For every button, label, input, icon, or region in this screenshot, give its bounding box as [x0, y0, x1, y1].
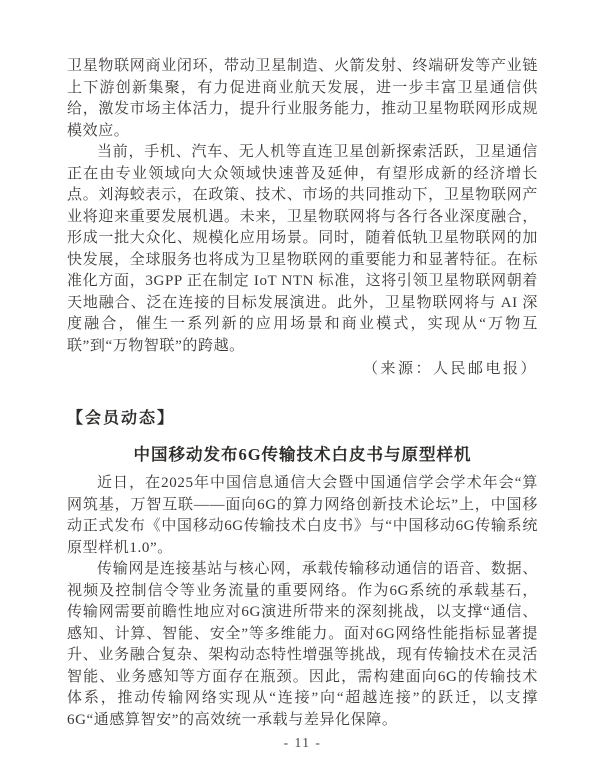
- article-title-6g-whitepaper: 中国移动发布6G传输技术白皮书与原型样机: [133, 445, 472, 464]
- page-footer: [67, 735, 538, 751]
- paragraph-6g-transport-network: 传输网是连接基站与核心网，承载传输移动通信的语音、数据、视频及控制信令等业务流量的重要网络。作为6G系统的承载基石，传输网需要前瞻性地应对6G演进所带来的深刻挑战，以支撑“通信、感知、计算、智能、安全”等多维能力。面对6G网络性能指标显著提升、业务融合复杂、架构动态特性增强等挑战，现有传输技术在灵活智能、业务感知等方面存在瓶颈。因此，需构建面向6G的传输技术体系，推动传输网络实现从“连接”向“超越连接”的跃迁，以支撑6G“通感算智安”的高效统一承载与差异化保障。: [67, 561, 538, 728]
- article-satellite-iot: [67, 56, 538, 380]
- paragraph-6g-release: 近日，在2025年中国信息通信大会暨中国通信学会学术年会“算网筑基，万智互联——面向6G的算力网络创新技术论坛”上，中国移动正式发布《中国移动6G传输技术白皮书》与“中国移动6G传输系统原型样机1.0”。: [67, 475, 538, 556]
- member-news-section: [67, 405, 538, 731]
- section-header-member-news: 【会员动态】: [67, 410, 176, 427]
- paragraph-satellite-outlook: 当前，手机、汽车、无人机等直连卫星创新探索活跃，卫星通信正在由专业领域向大众领域快速普及延伸，有望形成新的经济增长点。刘海蛟表示，在政策、技术、市场的共同推动下，卫星物联网产业将迎来重要发展机遇。未来，卫星物联网将与各行各业深度融合，形成一批大众化、规模化应用场景。同时，随着低轨卫星物联网的加快发展，全球服务也将成为卫星物联网的重要能力和显著特征。在标准化方面，3GPP 正在制定 IoT NTN 标准，这将引领卫星物联网朝着天地融合、泛在连接的目标发展演进。此外，卫星物联网将与 AI 深度融合，催生一系列新的应用场景和商业模式，实现从“万物互联”到“万物智联”的跨越。: [67, 144, 538, 354]
- source-attribution: （来源：人民邮电报）: [362, 361, 538, 377]
- page-number: - 11 -: [283, 735, 322, 750]
- paragraph-satellite-continuation: 卫星物联网商业闭环，带动卫星制造、火箭发射、终端研发等产业链上下游创新集聚，有力促进商业航天发展，进一步丰富卫星通信供给，激发市场主体活力，提升行业服务能力，推动卫星物联网形成规模效应。: [67, 58, 538, 139]
